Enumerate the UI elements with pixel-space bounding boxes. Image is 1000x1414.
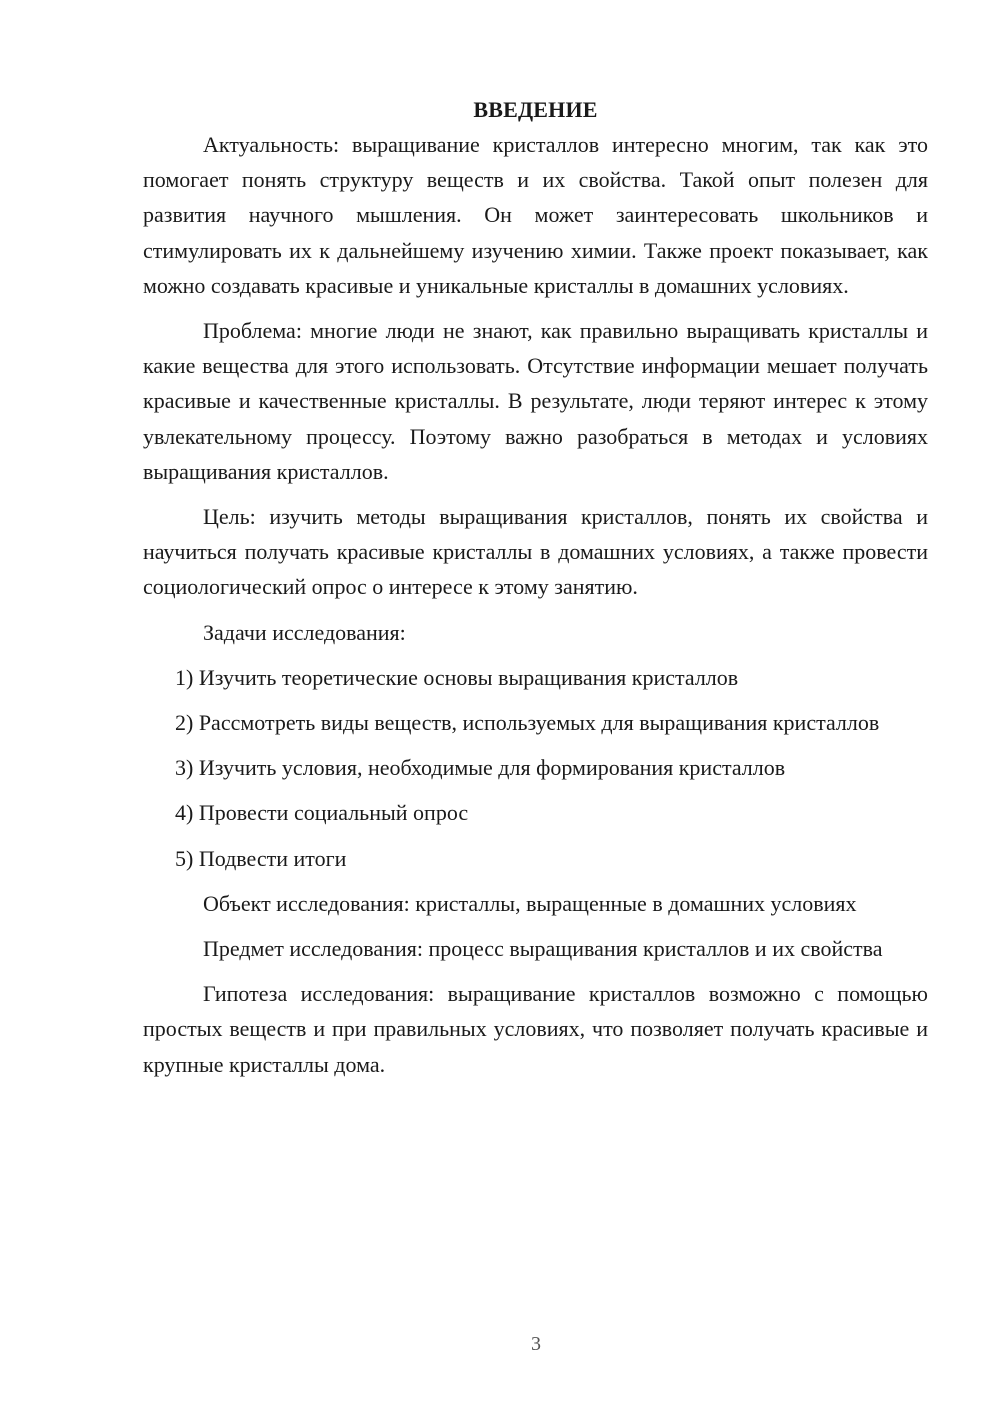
task-item-3: 3) Изучить условия, необходимые для формирования кристаллов	[175, 755, 786, 781]
paragraph-problem: Проблема: многие люди не знают, как правильно выращивать кристаллы и какие вещества для этого использовать. Отсутствие информации мешает получать красивые и качественные кристаллы. В результате, люди теряют интерес к этому увлекательному процессу. Поэтому важно разобраться в методах и условиях выращивания кристаллов.	[143, 318, 928, 484]
paragraph-subject: Предмет исследования: процесс выращивания кристаллов и их свойства	[203, 936, 883, 962]
task-item-1: 1) Изучить теоретические основы выращивания кристаллов	[175, 664, 739, 690]
task-item-2: 2) Рассмотреть виды веществ, используемых для выращивания кристаллов	[175, 710, 880, 736]
page-number: 3	[531, 1333, 541, 1355]
task-item-4: 4) Провести социальный опрос	[175, 800, 469, 826]
tasks-heading: Задачи исследования:	[203, 619, 406, 645]
section-title: ВВЕДЕНИЕ	[473, 97, 598, 122]
task-item-5: 5) Подвести итоги	[175, 845, 347, 871]
page-content	[143, 92, 928, 1092]
paragraph-hypothesis: Гипотеза исследования: выращивание кристаллов возможно с помощью простых веществ и при правильных условиях, что позволяет получать красивые и крупные кристаллы дома.	[143, 981, 928, 1077]
paragraph-goal: Цель: изучить методы выращивания кристаллов, понять их свойства и научиться получать красивые кристаллы в домашних условиях, а также провести социологический опрос о интересе к этому занятию.	[143, 504, 928, 600]
paragraph-relevance: Актуальность: выращивание кристаллов интересно многим, так как это помогает понять структуру веществ и их свойства. Такой опыт полезен для развития научного мышления. Он может заинтересовать школьников и стимулировать их к дальнейшему изучению химии. Также проект показывает, как можно создавать красивые и уникальные кристаллы в домашних условиях.	[143, 132, 928, 298]
paragraph-object: Объект исследования: кристаллы, выращенные в домашних условиях	[203, 890, 857, 916]
